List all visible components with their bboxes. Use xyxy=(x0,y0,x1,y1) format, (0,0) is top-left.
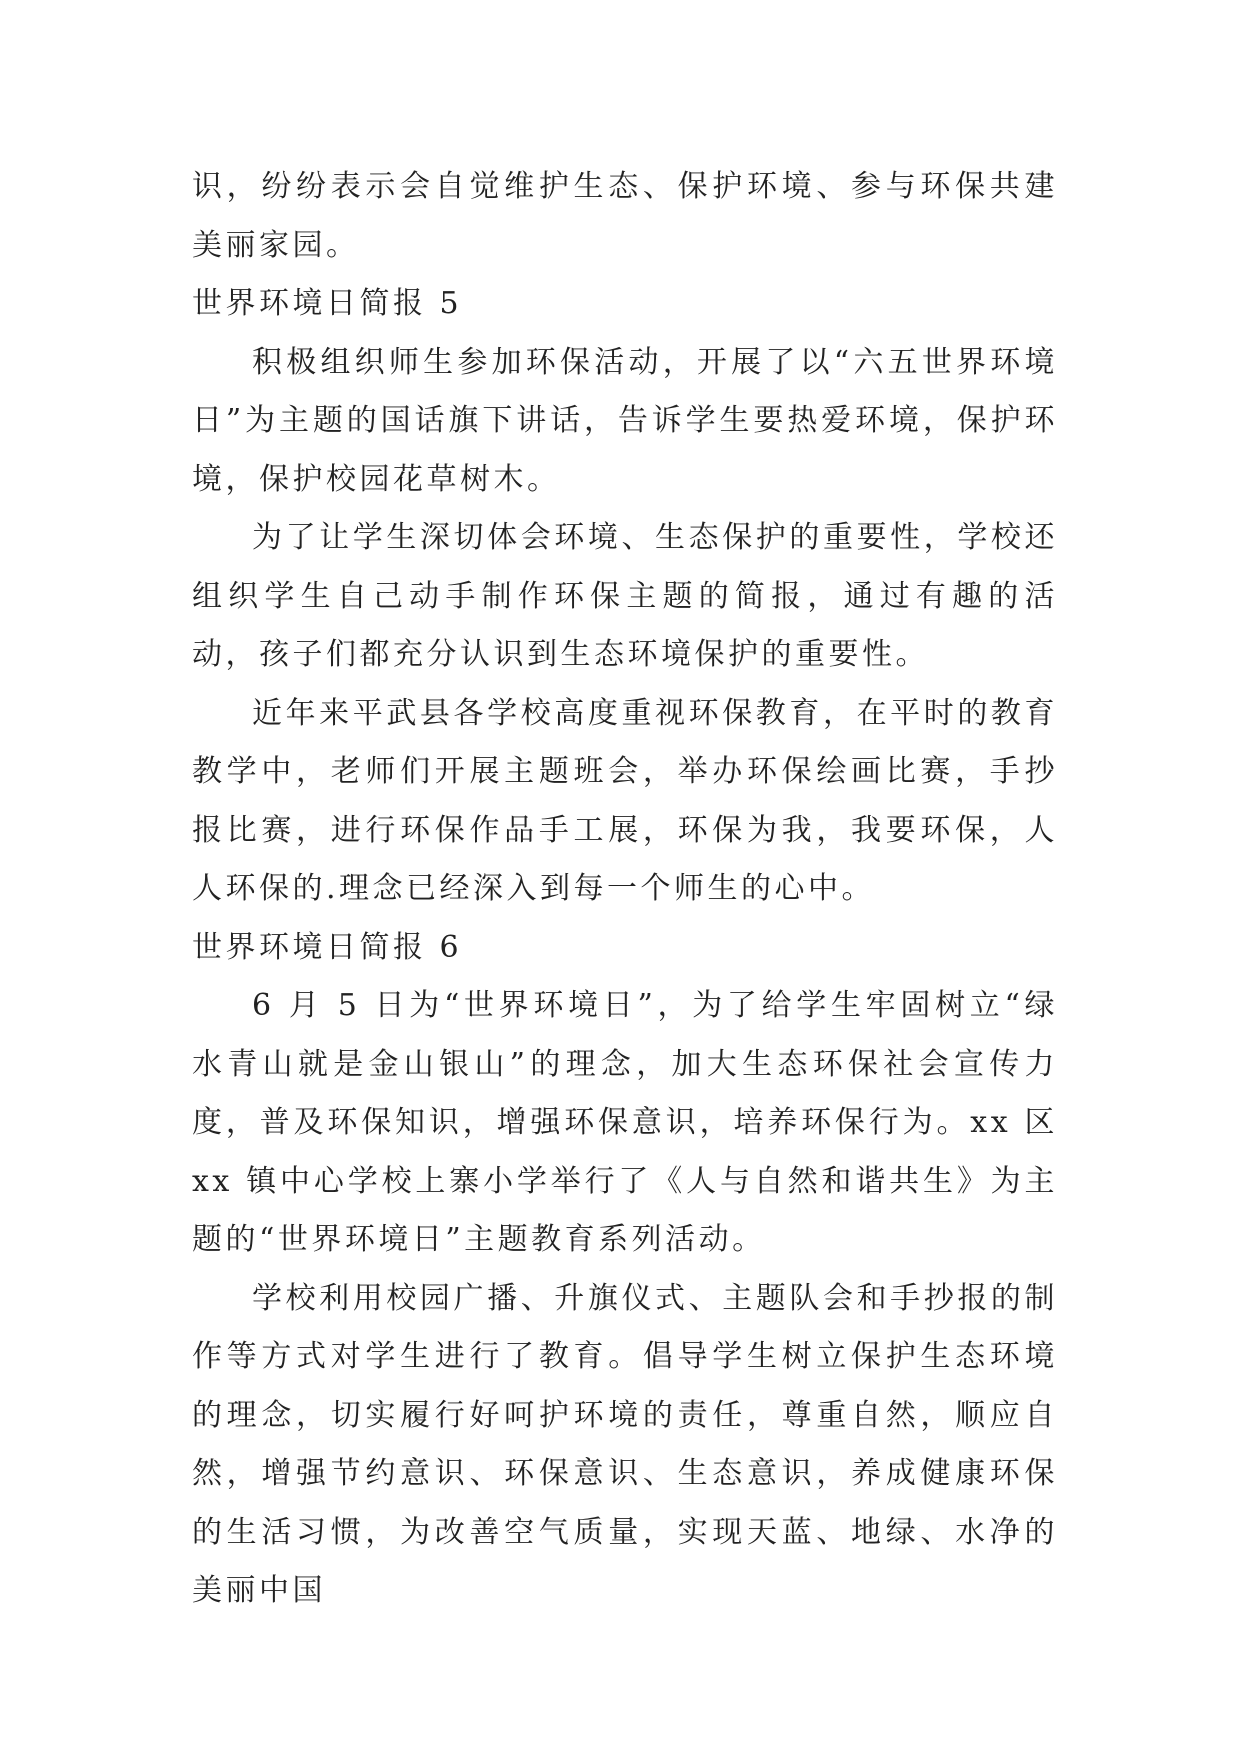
body-paragraph: 学校利用校园广播、升旗仪式、主题队会和手抄报的制作等方式对学生进行了教育。倡导学生树立保护生态环境的理念，切实履行好呵护环境的责任，尊重自然，顺应自然，增强节约意识、环保意识、生态意识，养成健康环保的生活习惯，为改善空气质量，实现天蓝、地绿、水净的美丽中国 xyxy=(192,1280,1058,1608)
section-heading-6: 世界环境日简报 6 xyxy=(192,929,463,965)
section-heading-5: 世界环境日简报 5 xyxy=(192,286,463,321)
body-paragraph: 积极组织师生参加环保活动，开展了以“六五世界环境日”为主题的国话旗下讲话，告诉学生要热爱环境，保护环境，保护校园花草树木。 xyxy=(192,344,1058,497)
body-paragraph: 为了让学生深切体会环境、生态保护的重要性，学校还组织学生自己动手制作环保主题的简报，通过有趣的活动，孩子们都充分认识到生态环境保护的重要性。 xyxy=(192,520,1058,672)
document-body xyxy=(192,158,1058,1621)
body-paragraph: 6 月 5 日为“世界环境日”，为了给学生牢固树立“绿水青山就是金山银山”的理念，加大生态环保社会宣传力度，普及环保知识，增强环保意识，培养环保行为。xx 区 xx 镇中心学校上寨小学举行了《人与自然和谐共生》为主题的“世界环境日”主题教育系列活动。 xyxy=(192,988,1058,1257)
continuation-paragraph: 识，纷纷表示会自觉维护生态、保护环境、参与环保共建美丽家园。 xyxy=(192,169,1058,263)
body-paragraph: 近年来平武县各学校高度重视环保教育，在平时的教育教学中，老师们开展主题班会，举办环保绘画比赛，手抄报比赛，进行环保作品手工展，环保为我，我要环保，人人环保的.理念已经深入到每一个师生的心中。 xyxy=(192,695,1058,906)
